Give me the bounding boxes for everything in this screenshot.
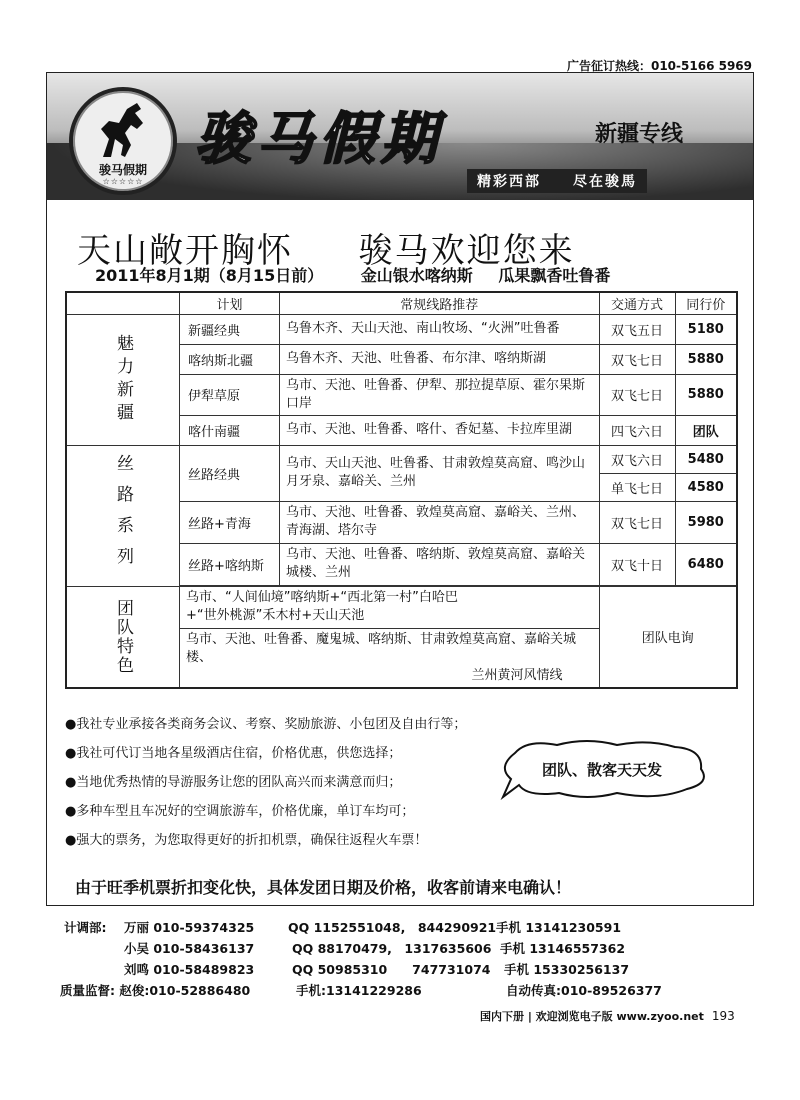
page-number: 193	[711, 1009, 735, 1023]
list-item: ●当地优秀热情的导游服务让您的团队高兴而来满意而归；	[65, 775, 402, 790]
list-item: ●我社可代订当地各星级酒店住宿，价格优惠，供您选择；	[65, 746, 402, 761]
contact-row: 刘鸣 010-58489823 QQ 50985310 747731074 手机 15330256137	[124, 962, 630, 977]
headline-right: 骏马欢迎您来	[358, 231, 575, 271]
footer	[480, 1008, 735, 1024]
list-item: ●我社专业承接各类商务会议、考察、奖励旅游、小包团及自由行等；	[65, 717, 467, 732]
col-plan: 计划	[180, 292, 280, 314]
logo-stars: ☆☆☆☆☆	[102, 177, 144, 186]
contact-row: 质量监督: 赵俊:010-52886480 手机:13141229286 自动传真:010-89526377	[60, 983, 662, 998]
issue-date: 2011年8月1期（8月15日前）	[95, 266, 324, 285]
col-price: 同行价	[675, 292, 737, 314]
contacts	[60, 918, 764, 1002]
issue-line	[95, 263, 610, 286]
theme-turpan: 瓜果飘香吐鲁番	[498, 266, 611, 285]
table-row: 丝路+青海 乌市、天池、吐鲁番、敦煌莫高窟、嘉峪关、兰州、青海湖、塔尔寺 双飞七日 5980	[66, 501, 737, 543]
table-row: 喀什南疆 乌市、天池、吐鲁番、喀什、香妃墓、卡拉库里湖 四飞六日 团队	[66, 415, 737, 445]
theme-kanas: 金山银水喀纳斯	[360, 266, 473, 285]
speech-bubble	[497, 739, 715, 803]
ad-card	[46, 72, 754, 906]
banner	[47, 73, 753, 200]
table-row: 单飞七日 4580	[66, 473, 737, 501]
category-team: 团队特色	[66, 586, 180, 688]
contact-row: 计调部: 万丽 010-59374325 QQ 1152551048, 844290921 手机 13141230591	[64, 920, 622, 935]
category-xinjiang: 魅力新疆	[66, 314, 180, 445]
team-inquiry: 团队电询	[599, 586, 737, 688]
table-row: 丝路+喀纳斯 乌市、天池、吐鲁番、喀纳斯、敦煌莫高窟、嘉峪关城楼、兰州 双飞十日 6480	[66, 543, 737, 585]
table-row: 丝路系列 丝路经典 乌市、天山天池、吐鲁番、甘肃敦煌莫高窟、鸣沙山月牙泉、嘉峪关、兰州 双飞六日 5480	[66, 445, 737, 473]
auto-fax: 自动传真:010-89526377	[506, 983, 662, 998]
logo-text: 骏马假期	[98, 163, 147, 177]
table-row: 喀纳斯北疆 乌鲁木齐、天池、吐鲁番、布尔津、喀纳斯湖 双飞七日 5880	[66, 344, 737, 374]
table-row: 伊犁草原 乌市、天池、吐鲁番、伊犁、那拉提草原、霍尔果斯口岸 双飞七日 5880	[66, 374, 737, 415]
table-row: 魅力新疆 新疆经典 乌鲁木齐、天山天池、南山牧场、“火洲”吐鲁番 双飞五日 5180	[66, 314, 737, 344]
slogan: 精彩西部 尽在骏馬	[467, 169, 647, 193]
contact-row: 小吴 010-58436137 QQ 88170479, 1317635606 手机 13146557362	[124, 941, 626, 956]
list-item: ●强大的票务，为您取得更好的折扣机票，确保往返程火车票！	[65, 833, 428, 848]
table-row: 乌市、天池、吐鲁番、魔鬼城、喀纳斯、甘肃敦煌莫高窟、嘉峪关城楼、 兰州黄河风情线	[66, 628, 737, 688]
table-row: 团队特色 乌市、“人间仙境”喀纳斯+“西北第一村”白哈巴+“世外桃源”禾木村+天山天池 团队电询	[66, 586, 737, 628]
list-item: ●多种车型且车况好的空调旅游车，价格优廉，单订车均可；	[65, 804, 415, 819]
quality-supervision: 质量监督: 赵俊:010-52886480	[60, 983, 251, 998]
ad-hotline: 广告征订热线：010-5166 5969	[566, 59, 752, 73]
footer-text: 国内下册 | 欢迎浏览电子版 www.zyoo.net	[480, 1010, 704, 1023]
bubble-text: 团队、散客天天发	[541, 761, 662, 779]
horse-icon	[91, 99, 155, 161]
col-transport: 交通方式	[599, 292, 675, 314]
routes-table	[65, 291, 738, 689]
horse-logo	[69, 87, 177, 195]
brand-title: 骏马假期	[195, 106, 443, 172]
dispatch-label: 计调部:	[64, 920, 107, 935]
col-route: 常规线路推荐	[280, 292, 600, 314]
notice: 由于旺季机票折扣变化快，具体发团日期及价格，收客前请来电确认！	[75, 878, 572, 897]
headline-left: 天山敞开胸怀	[77, 231, 293, 271]
category-silk: 丝路系列	[66, 445, 180, 586]
line-name: 新疆专线	[595, 122, 684, 147]
